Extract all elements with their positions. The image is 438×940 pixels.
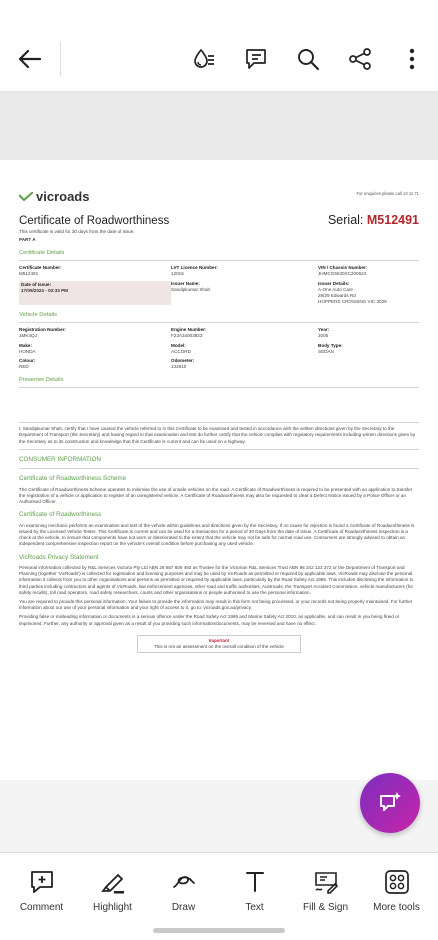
back-arrow-icon xyxy=(19,50,41,68)
privacy-text: You are required to provide this personal information. Your failure to provide the information may result in this form not being processed, or your records not being properly maintained. For further information about our use of your personal information and your right of access to it, go to: vicroads.gov.au/privacy. xyxy=(19,598,413,611)
read-aloud-button[interactable] xyxy=(178,26,230,92)
field-value: A-One Auto Care xyxy=(318,286,353,292)
top-toolbar xyxy=(0,26,438,92)
read-aloud-icon xyxy=(192,47,216,71)
field-label: Year: xyxy=(318,327,330,333)
highlighter-icon xyxy=(100,869,126,895)
divider xyxy=(19,422,419,423)
back-button[interactable] xyxy=(0,26,60,92)
share-icon xyxy=(348,47,372,71)
field-label: VIN / Chassis Number: xyxy=(318,265,368,271)
ai-assistant-chat-icon xyxy=(377,790,403,816)
field-label: Date of Issue: xyxy=(21,281,52,287)
important-label: Important xyxy=(208,637,230,643)
text-icon xyxy=(242,869,268,895)
vicroads-logo-mark xyxy=(19,192,33,201)
declaration-text: I, Sandipkumar Shah, certify that I have caused the vehicle referred to in this Certificate to be examined and tested in accordance with the written directions given by the Secretary to the Department of Transport (the Secretary) and having regard to that examination and test do further certify that the vehicle complies with regulatory requirements including written directions given by the Secretary as to its construction and knowledge that this Certificate is current and can be used on a highway. xyxy=(19,426,416,444)
section-heading-presenter: Presenter Details xyxy=(19,377,419,388)
more-vertical-icon xyxy=(409,48,415,70)
bottom-toolbar xyxy=(0,852,438,940)
field-label: Make: xyxy=(19,342,33,348)
field-value: F23A34003623 xyxy=(171,333,203,339)
field-label: Certificate Number: xyxy=(19,265,62,271)
fill-sign-tool[interactable] xyxy=(295,869,357,913)
field-label: Body Type: xyxy=(318,342,343,348)
toolbar-divider xyxy=(60,42,61,76)
cor-text: An examining mechanic performs an examination and test of the vehicle within guidelines and directions given by the Secretary. If no cause for rejection is found a Certificate of Roadworthiness is issued by the Licensed Vehicle Tester. This Certificate is current and can be used for a transaction for a period of 30 Days from the date of issue. A Certificate of Roadworthiness inspection is a check at the vehicle, to ensure that components have not worn or deteriorated to the extent that the vehicle may not be safe for normal road use. Consumers are strongly advised to obtain an independent comprehensive inspection report on the vehicle's overall condition before purchasing any used vehicle. xyxy=(19,522,415,547)
cor-heading: Certificate of Roadworthiness xyxy=(19,511,102,519)
search-icon xyxy=(296,47,320,71)
search-button[interactable] xyxy=(282,26,334,92)
privacy-text: Personal information collected by R&L Services Victoria Pty Ltd ABN 28 657 809 493 as Trustee for the Victorian R&L Services Trust ABN 96 342 123 372 or the Department of Transport and Planning (together 'VicRoads') is collected for registration and licensing purposes and may be used by VicRoads as permitted or required by applicable laws. VicRoads may disclose the personal information it collects from you to other organisations and persons as permitted or required by applicable laws, particularly by the Road Safety Act 1986. This includes disclosing the information to third parties including contractors and agents of VicRoads, law enforcement agencies, other road and traffic authorities, Austroads, the Transport Accident Commission, vehicle manufacturers (for safety recalls), toll road operators, road safety researchers, courts and other organisations or people authorised to use the personal information. xyxy=(19,565,414,595)
important-notice xyxy=(137,635,301,653)
vicroads-logo xyxy=(19,188,89,206)
comment-add-icon xyxy=(29,869,55,895)
field-value: M512491 xyxy=(19,271,39,277)
field-value: HONDA xyxy=(19,348,36,354)
more-tools[interactable] xyxy=(366,869,428,913)
serial-label: Serial: xyxy=(327,212,367,227)
divider xyxy=(19,468,419,469)
part-label: PART A xyxy=(19,237,36,243)
consumer-info-heading: CONSUMER INFORMATION xyxy=(19,455,102,463)
privacy-text: Providing false or misleading information or documents is a serious offence under the Road Safety Act 1986 and Marine Safety Act 2010, as applicable, and can result in you being fined or imprisoned. Further, any authority or approval given as a result of you providing such information/documents, may be reversed and have no effect. xyxy=(19,614,400,626)
more-tools-icon xyxy=(384,869,410,895)
field-value: ACCORD xyxy=(171,348,191,354)
ai-assistant-button[interactable] xyxy=(360,773,420,833)
serial-value: M512491 xyxy=(366,212,419,227)
tool-label: Highlight xyxy=(93,902,132,913)
field-label: Issuer Name: xyxy=(171,280,200,286)
field-value: Sandipkumar Shah xyxy=(171,286,211,292)
field-value: 29/29 Edwards Rd xyxy=(318,293,356,298)
privacy-heading: VicRoads Privacy Statement xyxy=(19,553,99,561)
draw-icon xyxy=(171,869,197,895)
document-title: Certificate of Roadworthiness xyxy=(19,214,170,227)
field-value: 1MK4QJ xyxy=(19,333,37,339)
certificate-details-grid xyxy=(19,265,419,305)
field-label: Issuer Details: xyxy=(318,280,350,286)
field-label: Engine Number: xyxy=(171,327,207,333)
comment-list-icon xyxy=(244,47,268,71)
field-value: 132610 xyxy=(171,364,187,370)
tool-label: More tools xyxy=(373,902,420,913)
presenter-details-blank xyxy=(19,388,419,418)
draw-tool[interactable] xyxy=(153,869,215,913)
field-label: LVT Licence Number: xyxy=(171,265,218,271)
field-value: JHMCG5630XC200623 xyxy=(318,271,367,277)
enquiries-line: For enquiries please call 13 11 71 xyxy=(356,191,419,196)
brand-name: vicroads xyxy=(36,189,90,204)
tool-label: Text xyxy=(245,902,264,913)
tool-label: Comment xyxy=(19,902,64,913)
serial-number xyxy=(328,212,419,229)
field-label: Odometer: xyxy=(171,357,195,363)
validity-note: This certificate is valid for 30 days from the date of issue. xyxy=(19,229,135,235)
field-value: 12015 xyxy=(171,271,184,277)
field-value: SEDAN xyxy=(318,348,334,354)
share-button[interactable] xyxy=(334,26,386,92)
field-value: HOPPERS CROSSING VIC 3029 xyxy=(318,299,387,305)
section-heading-certificate: Certificate Details xyxy=(19,250,419,261)
field-value: 17/09/2024 - 03:33 PM xyxy=(21,287,68,293)
more-options-button[interactable] xyxy=(386,26,438,92)
status-bar xyxy=(0,0,438,26)
field-value: 2005 xyxy=(318,333,329,339)
divider xyxy=(19,449,419,450)
field-label: Model: xyxy=(171,342,186,348)
highlight-tool[interactable] xyxy=(82,869,144,913)
field-value: RED xyxy=(19,364,29,370)
tool-label: Draw xyxy=(171,902,196,913)
field-label: Registration Number: xyxy=(19,327,66,333)
tool-label: Fill & Sign xyxy=(302,902,348,913)
comment-tool[interactable] xyxy=(11,869,73,913)
scheme-heading: Certificate of Roadworthiness Scheme xyxy=(19,475,127,483)
pdf-page[interactable] xyxy=(0,160,438,780)
vehicle-details-grid xyxy=(19,327,419,370)
home-indicator[interactable] xyxy=(153,928,285,933)
fill-sign-icon xyxy=(313,869,339,895)
comments-list-button[interactable] xyxy=(230,26,282,92)
issue-date-highlight xyxy=(19,281,171,306)
important-text: This is not an assessment on the overall condition of the vehicle xyxy=(154,643,284,649)
scheme-text: The Certificate of Roadworthiness Scheme operates to minimise the use of unsafe vehicles on the road. A Certificate of Roadworthiness is required to be presented with an application to transfer the registration of a vehicle or application to register of an unregistered vehicle. A Certificate of Roadworthiness may also be requested to clear a Defect Notice issued by a Police Officer or an Authorised Officer. xyxy=(19,486,413,505)
page-gap xyxy=(0,92,438,160)
field-label: Colour: xyxy=(19,357,36,363)
text-tool[interactable] xyxy=(224,869,286,913)
section-heading-vehicle: Vehicle Details xyxy=(19,312,419,323)
